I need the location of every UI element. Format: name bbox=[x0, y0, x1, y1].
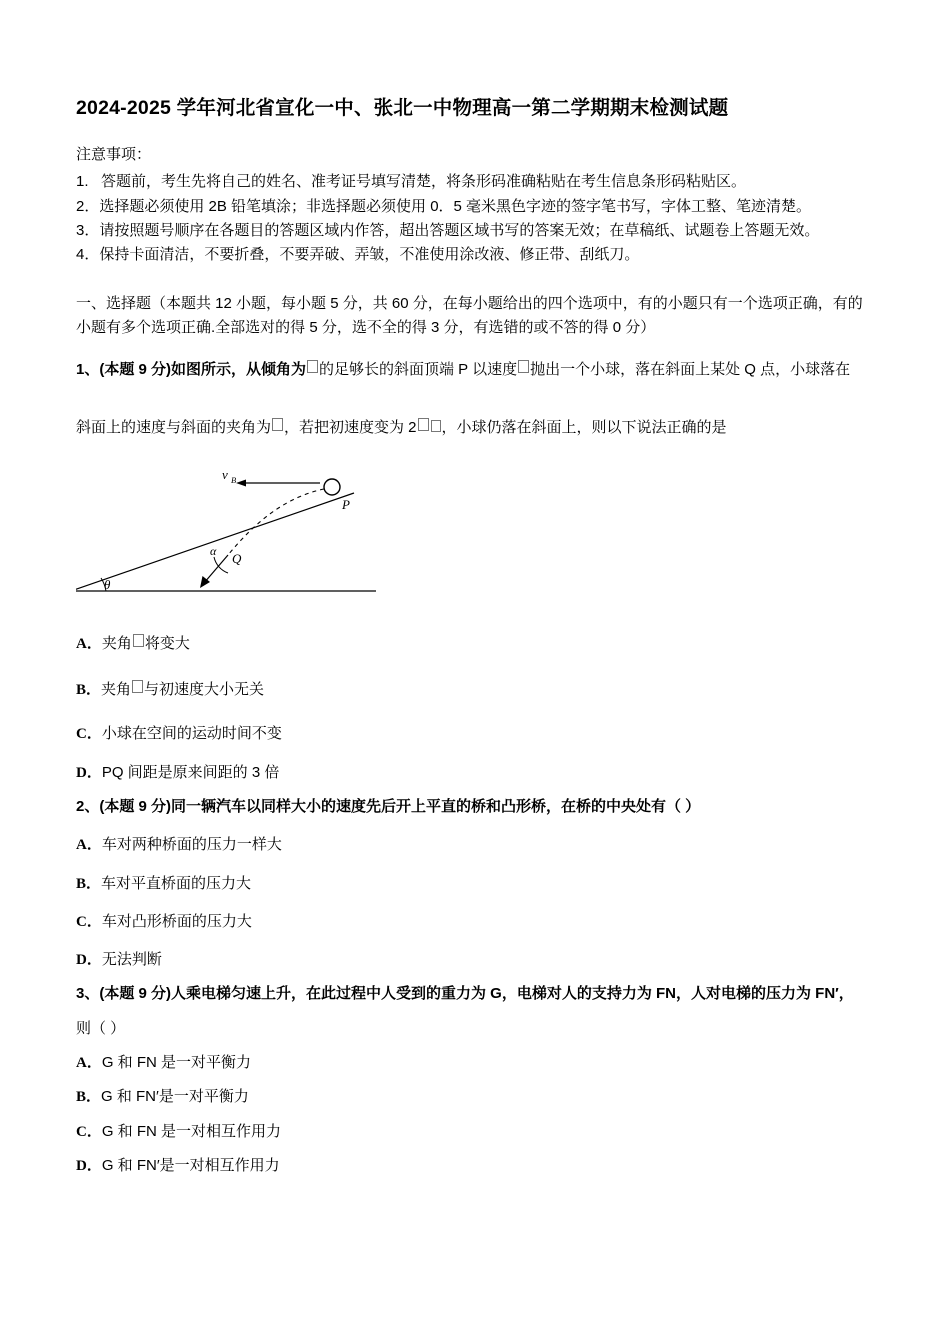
figure-label-Q: Q bbox=[232, 550, 242, 566]
question-1-stem-prefix: (本题 9 分)如图所示，从倾角为 bbox=[99, 361, 307, 379]
option-label: C． bbox=[76, 913, 102, 930]
option-text-a: 夹角 bbox=[101, 681, 132, 699]
question-1-cont-c: ，小球仍落在斜面上，则以下说法正确的是 bbox=[441, 419, 727, 437]
angle-placeholder-icon bbox=[132, 680, 143, 693]
question-3 bbox=[76, 982, 874, 1006]
question-1-figure bbox=[76, 463, 874, 618]
option-text: G 和 FN′是一对相互作用力 bbox=[101, 1156, 280, 1174]
figure-label-P: P bbox=[342, 496, 350, 512]
option-text: PQ 间距是原来间距的 3 倍 bbox=[101, 763, 280, 781]
velocity-placeholder-icon bbox=[518, 360, 529, 373]
question-1-cont-a: 斜面上的速度与斜面的夹角为 bbox=[76, 419, 272, 437]
option-text-b: 与初速度大小无关 bbox=[144, 681, 265, 699]
option-text: 车对两种桥面的压力一样大 bbox=[101, 836, 282, 854]
question-1-number: 1、 bbox=[76, 361, 100, 379]
subscript-placeholder-icon bbox=[431, 420, 441, 432]
option-text-a: 夹角 bbox=[101, 634, 132, 652]
inclined-plane-projectile-diagram bbox=[76, 463, 496, 618]
question-3-number: 3、 bbox=[76, 985, 100, 1003]
section-heading bbox=[76, 292, 874, 341]
question-1-stem-mid-2: 抛出一个小球，落在斜面上某处 Q 点，小球落在 bbox=[530, 361, 851, 379]
question-3-option-c bbox=[76, 1120, 874, 1144]
question-2-option-a bbox=[76, 833, 874, 857]
question-1-option-d bbox=[76, 761, 874, 785]
option-label: D． bbox=[76, 952, 102, 969]
question-2-option-d bbox=[76, 948, 874, 972]
notice-item: 3．请按照题号顺序在各题目的答题区域内作答，超出答题区域书写的答案无效；在草稿纸、试题卷上答题无效。 bbox=[76, 221, 820, 239]
question-1-stem-continued bbox=[76, 416, 874, 440]
question-3-stem: (本题 9 分)人乘电梯匀速上升，在此过程中人受到的重力为 G，电梯对人的支持力为 FN，人对电梯的压力为 FN′， bbox=[99, 985, 854, 1003]
question-1-cont-b: ，若把初速度变为 2 bbox=[284, 419, 417, 437]
figure-label-v: v bbox=[222, 466, 228, 482]
option-text-b: 将变大 bbox=[144, 634, 190, 652]
option-text: 无法判断 bbox=[101, 951, 162, 969]
question-2-option-c bbox=[76, 910, 874, 934]
notice-item: 4．保持卡面清洁，不要折叠，不要弄破、弄皱，不准使用涂改液、修正带、刮纸刀。 bbox=[76, 246, 640, 264]
figure-label-theta: θ bbox=[104, 576, 111, 592]
question-2-number: 2、 bbox=[76, 797, 100, 815]
question-2-stem: (本题 9 分)同一辆汽车以同样大小的速度先后开上平直的桥和凸形桥，在桥的中央处有（ ） bbox=[99, 797, 701, 815]
option-text: G 和 FN′是一对平衡力 bbox=[101, 1088, 249, 1106]
option-label: A． bbox=[76, 837, 102, 854]
question-3-option-d bbox=[76, 1154, 874, 1178]
option-text: 小球在空间的运动时间不变 bbox=[101, 725, 282, 743]
question-3-option-a bbox=[76, 1051, 874, 1075]
section-heading-line-1: 一、选择题（本题共 12 小题，每小题 5 分，共 60 分，在每小题给出的四个选项中，有的小题只有一个选项正确，有的 bbox=[76, 294, 863, 312]
question-3-option-b bbox=[76, 1085, 874, 1109]
option-label: B． bbox=[76, 682, 102, 699]
velocity-placeholder-icon bbox=[418, 418, 429, 431]
question-1-option-a bbox=[76, 632, 874, 656]
page-title: 2024-2025 学年河北省宣化一中、张北一中物理高一第二学期期末检测试题 bbox=[76, 97, 729, 119]
angle-placeholder-icon bbox=[307, 360, 318, 373]
figure-label-B: B bbox=[231, 474, 237, 485]
option-text: 车对平直桥面的压力大 bbox=[101, 874, 252, 892]
option-text: G 和 FN 是一对平衡力 bbox=[101, 1053, 252, 1071]
option-label: C． bbox=[76, 726, 102, 743]
notice-item: 1. 答题前，考生先将自己的姓名、准考证号填写清楚，将条形码准确粘贴在考生信息条形码粘贴区。 bbox=[76, 173, 747, 191]
option-label: C． bbox=[76, 1123, 102, 1140]
option-text: G 和 FN 是一对相互作用力 bbox=[101, 1122, 282, 1140]
option-text: 车对凸形桥面的压力大 bbox=[101, 912, 252, 930]
question-1 bbox=[76, 358, 874, 382]
notice-item: 2．选择题必须使用 2B 铅笔填涂；非选择题必须使用 0．5 毫米黑色字迹的签字笔书写，字体工整、笔迹清楚。 bbox=[76, 197, 812, 215]
option-label: D． bbox=[76, 764, 102, 781]
question-1-option-b bbox=[76, 678, 874, 702]
section-heading-line-2: 小题有多个选项正确.全部选对的得 5 分，选不全的得 3 分，有选错的或不答的得 0 分） bbox=[76, 318, 656, 336]
option-label: B． bbox=[76, 1089, 102, 1106]
angle-placeholder-icon bbox=[133, 634, 144, 647]
notice-heading: 注意事项： bbox=[76, 146, 152, 164]
question-1-option-c bbox=[76, 722, 874, 746]
figure-label-alpha: α bbox=[210, 543, 217, 558]
question-2-option-b bbox=[76, 872, 874, 896]
option-label: A． bbox=[76, 635, 102, 652]
option-label: D． bbox=[76, 1157, 102, 1174]
angle-placeholder-icon bbox=[272, 418, 283, 431]
question-1-stem-mid-1: 的足够长的斜面顶端 P 以速度 bbox=[319, 361, 518, 379]
question-2 bbox=[76, 795, 874, 819]
option-label: A． bbox=[76, 1054, 102, 1071]
option-label: B． bbox=[76, 875, 102, 892]
question-3-stem-continued: 则（ ） bbox=[76, 1019, 126, 1037]
